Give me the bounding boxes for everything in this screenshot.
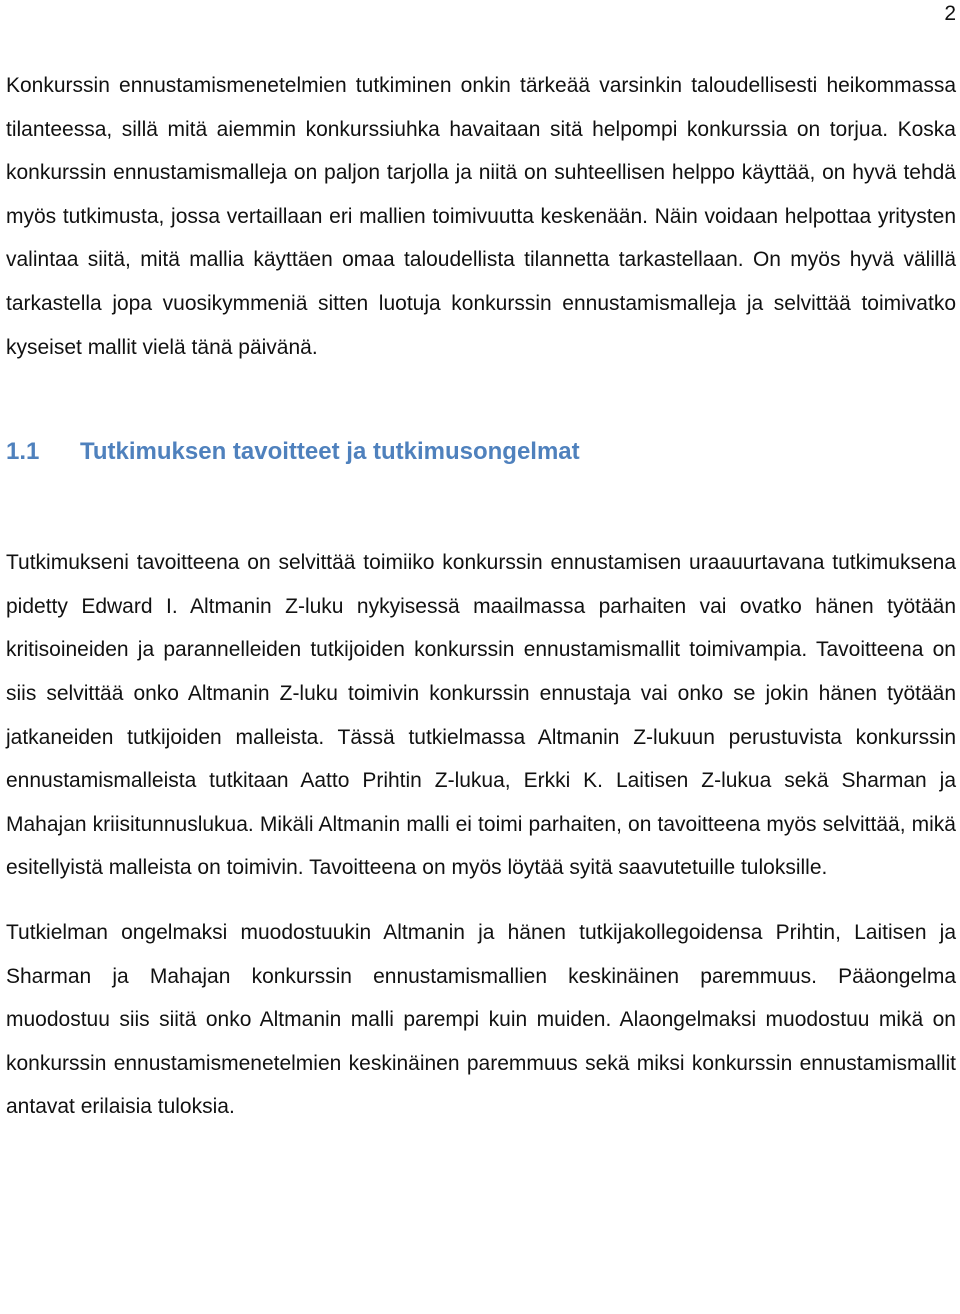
intro-paragraph: Konkurssin ennustamismenetelmien tutkiminen onkin tärkeää varsinkin taloudellisesti heikommassa tilanteessa, sillä mitä aiemmin konkurssiuhka havaitaan sitä helpompi konkurssia on torjua. Koska konkurssin ennustamismalleja on paljon tarjolla ja niitä on suhteellisen helppo käyttää, on hyvä tehdä myös tutkimusta, jossa vertaillaan eri mallien toimivuutta keskenään. Näin voidaan helpottaa yritysten valintaa siitä, mitä mallia käyttäen omaa taloudellista tilannetta tarkastellaan. On myös hyvä välillä tarkastella jopa vuosikymmeniä sitten luotuja konkurssin ennustamismalleja ja selvittää toimivatko kyseiset mallit vielä tänä päivänä. [6, 74, 956, 359]
goals-paragraph: Tutkimukseni tavoitteena on selvittää toimiiko konkurssin ennustamisen uraauurtavana tutkimuksena pidetty Edward I. Altmanin Z-luku nykyisessä maailmassa parhaiten vai ovatko hänen työtään kritisoineiden ja parannelleiden tutkijoiden konkurssin ennustamismallit toimivampia. Tavoitteena on siis selvittää onko Altmanin Z-luku toimivin konkurssin ennustaja vai onko se jokin hänen työtään jatkaneiden tutkijoiden malleista. Tässä tutkielmassa Altmanin Z-lukuun perustuvista konkurssin ennustamismalleista tutkitaan Aatto Prihtin Z-lukua, Erkki K. Laitisen Z-lukua sekä Sharman ja Mahajan kriisitunnuslukua. Mikäli Altmanin malli ei toimi parhaiten, on tavoitteena myös selvittää, mikä esitellyistä malleista on toimivin. Tavoitteena on myös löytää syitä saavutetuille tuloksille. [6, 551, 956, 880]
page-number: 2 [944, 2, 956, 25]
section-heading [6, 432, 956, 472]
section-number: 1.1 [6, 438, 40, 466]
document-body [6, 64, 956, 1129]
section-title: Tutkimuksen tavoitteet ja tutkimusongelmat [80, 438, 580, 466]
problem-paragraph: Tutkielman ongelmaksi muodostuukin Altmanin ja hänen tutkijakollegoidensa Prihtin, Laitisen ja Sharman ja Mahajan konkurssin ennustamismallien keskinäinen paremmuus. Pääongelma muodostuu siis siitä onko Altmanin malli parempi kuin muiden. Alaongelmaksi muodostuu mikä on konkurssin ennustamismenetelmien keskinäinen paremmuus sekä miksi konkurssin ennustamismallit antavat erilaisia tuloksia. [6, 920, 956, 1119]
